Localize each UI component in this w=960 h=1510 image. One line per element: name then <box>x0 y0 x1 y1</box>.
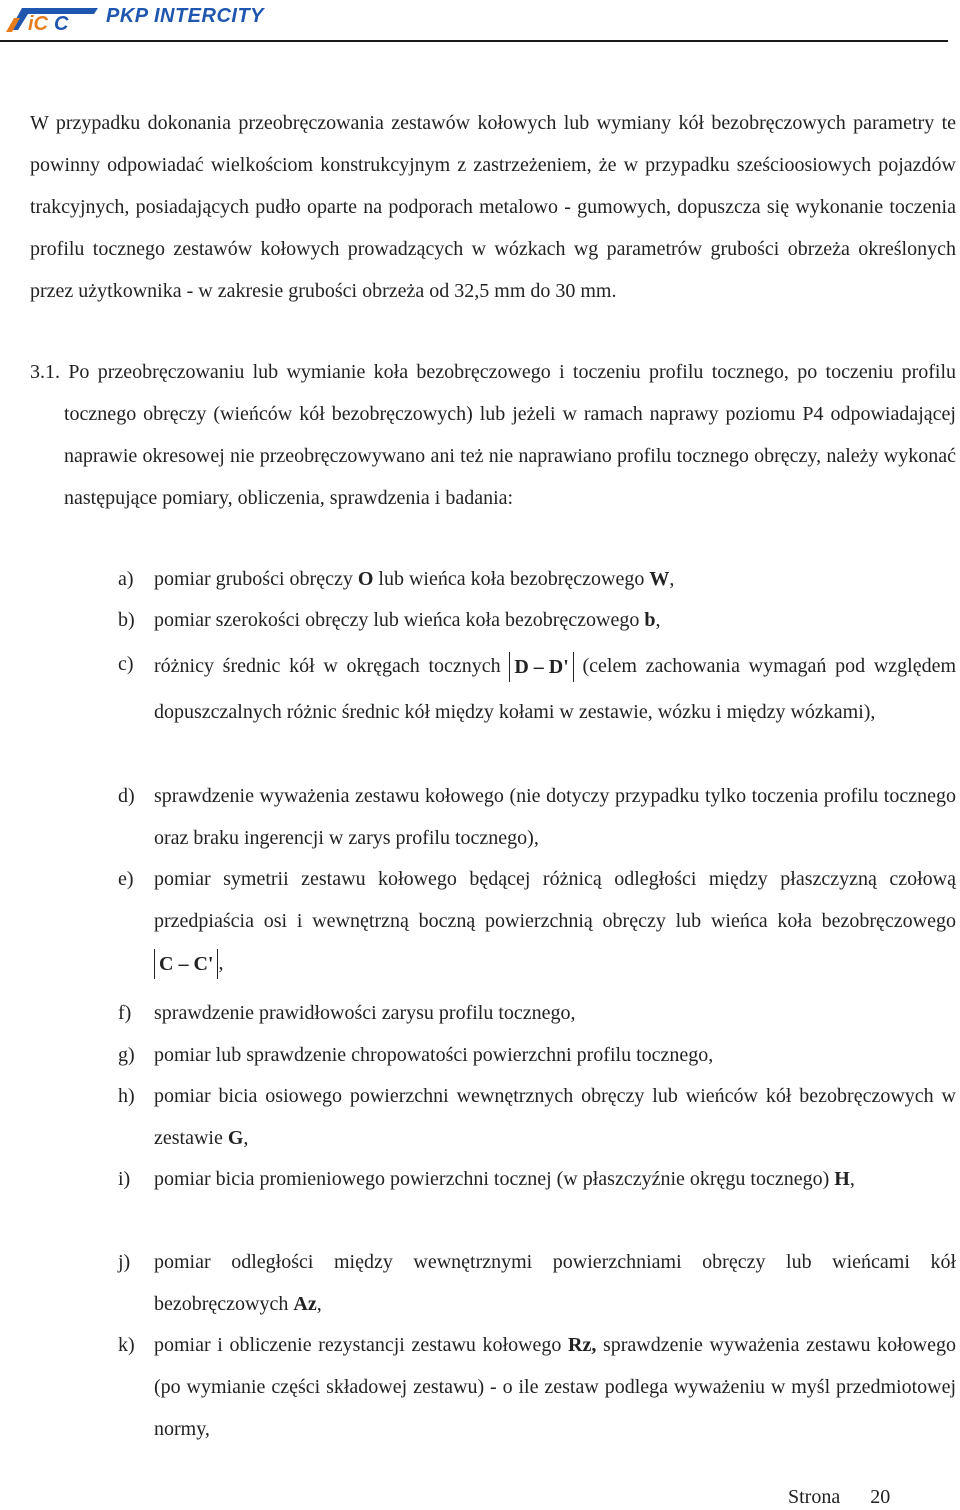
item-label: d) <box>118 785 135 807</box>
svg-text:C: C <box>54 13 69 35</box>
item-text: pomiar szerokości obręczy lub wieńca koła bezobręczowego b, <box>154 609 661 631</box>
item-label: c) <box>118 653 134 675</box>
item-text: sprawdzenie prawidłowości zarysu profilu tocznego, <box>154 1002 576 1024</box>
list-item-e <box>118 858 956 984</box>
item-label: a) <box>118 568 134 590</box>
page-number: 20 <box>870 1486 891 1508</box>
list-item-j <box>118 1241 956 1325</box>
list-item-d <box>118 775 956 859</box>
item-text: różnicy średnic kół w okręgach tocznych D – D' (celem zachowania wymagań pod względem dopuszczalnych różnic średnic kół między kołami w zestawie, wózku i między wózkami), <box>154 643 956 735</box>
section-number: 3.1. <box>30 361 60 383</box>
page-label: Strona <box>788 1486 841 1508</box>
item-text: pomiar odległości między wewnętrznymi powierzchniami obręczy lub wieńcami kół bezobręczowych Az, <box>154 1251 956 1315</box>
list-item-g <box>118 1034 956 1076</box>
list-item-k <box>118 1324 956 1450</box>
page-header <box>0 0 948 42</box>
list-item-i <box>118 1158 956 1200</box>
item-label: g) <box>118 1044 135 1066</box>
formula-d-d-prime: D – D' <box>509 652 573 682</box>
section-text: Po przeobręczowaniu lub wymianie koła bezobręczowego i toczeniu profilu tocznego, po toczeniu profilu tocznego obręczy (wieńców kół bezobręczowych) lub jeżeli w ramach naprawy poziomu P4 odpowiadającej naprawie okresowej nie przeobręczowywano ani też nie naprawiano profilu tocznego obręczy, należy wykonać następujące pomiary, obliczenia, sprawdzenia i badania: <box>64 361 957 509</box>
item-text: pomiar i obliczenie rezystancji zestawu kołowego Rz, sprawdzenie wyważenia zestawu kołowego (po wymianie części składowej zestawu) - o ile zestaw podlega wyważeniu w myśl przedmiotowej normy, <box>154 1334 956 1440</box>
list-item-h <box>118 1075 956 1159</box>
formula-c-c-prime: C – C' <box>154 949 218 979</box>
item-label: k) <box>118 1334 135 1356</box>
logo-text: PKP INTERCITY <box>106 5 264 27</box>
intro-paragraph: W przypadku dokonania przeobręczowania zestawów kołowych lub wymiany kół bezobręczowych parametry te powinny odpowiadać wielkościom konstrukcyjnym z zastrzeżeniem, że w przypadku sześcioosiowych pojazdów trakcyjnych, posiadających pudło oparte na podporach metalowo - gumowych, dopuszcza się wykonanie toczenia profilu tocznego zestawów kołowych prowadzących w wózkach wg parametrów grubości obrzeża określonych przez użytkownika - w zakresie grubości obrzeża od 32,5 mm do 30 mm. <box>30 112 956 302</box>
item-text: pomiar lub sprawdzenie chropowatości powierzchni profilu tocznego, <box>154 1044 714 1066</box>
svg-text:iC: iC <box>28 13 48 35</box>
item-text: pomiar grubości obręczy O lub wieńca koła bezobręczowego W, <box>154 568 675 590</box>
item-text: pomiar bicia osiowego powierzchni wewnętrznych obręczy lub wieńców kół bezobręczowych w zestawie G, <box>154 1085 956 1149</box>
page-footer <box>788 1484 890 1510</box>
item-text: pomiar symetrii zestawu kołowego będącej różnicą odległości między płaszczyzną czołową przedpiaścia osi i wewnętrzną boczną powierzchnią obręczy lub wieńca koła bezobręczowego C – C' , <box>154 858 956 984</box>
item-label: h) <box>118 1085 135 1107</box>
item-label: j) <box>118 1251 131 1273</box>
item-label: i) <box>118 1168 131 1190</box>
item-label: e) <box>118 868 134 890</box>
list-item-c <box>118 643 956 735</box>
list-item-b <box>118 599 956 641</box>
pkp-intercity-logo <box>2 2 302 36</box>
section-3-1-paragraph <box>30 351 956 519</box>
item-label: b) <box>118 609 135 631</box>
list-item-a <box>118 558 956 600</box>
ic-logo-icon <box>2 2 102 36</box>
item-text: sprawdzenie wyważenia zestawu kołowego (nie dotyczy przypadku tylko toczenia profilu tocznego oraz braku ingerencji w zarys profilu tocznego), <box>154 785 956 849</box>
item-label: f) <box>118 1002 132 1024</box>
list-item-f <box>118 992 956 1034</box>
item-text: pomiar bicia promieniowego powierzchni tocznej (w płaszczyźnie okręgu tocznego) H, <box>154 1168 855 1190</box>
